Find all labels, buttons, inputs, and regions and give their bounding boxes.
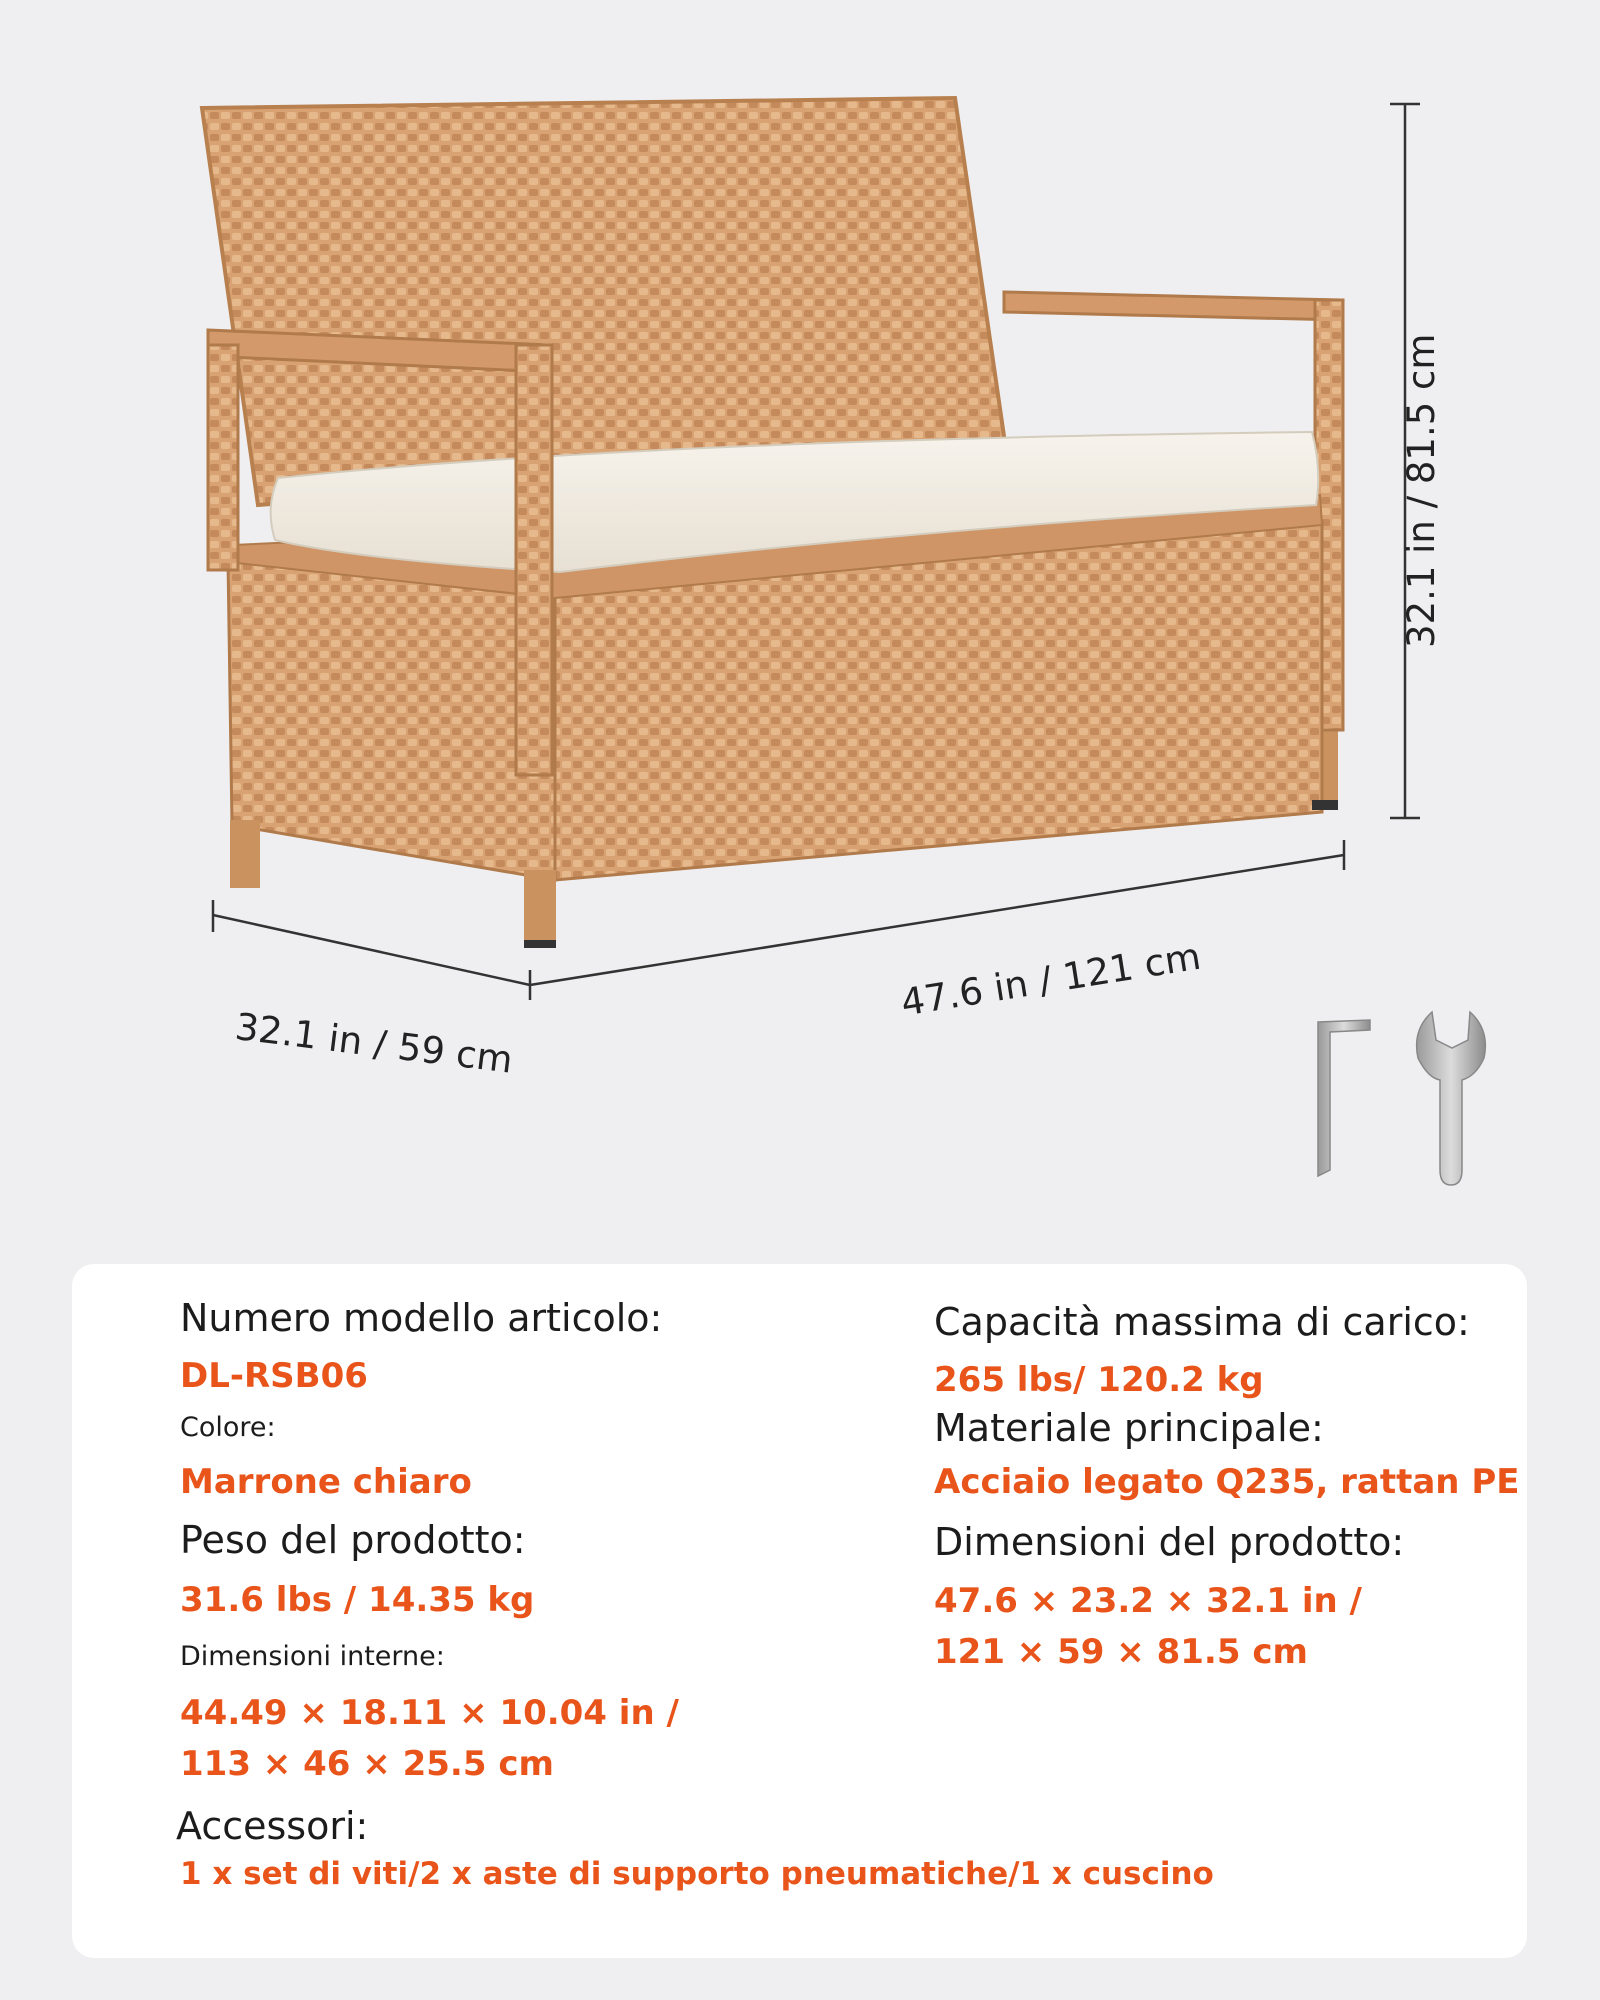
load-capacity-label: Capacità massima di carico: (934, 1300, 1470, 1344)
accessories-value: 1 x set di viti/2 x aste di supporto pneumatiche/1 x cuscino (180, 1856, 1214, 1892)
bench-leg-front-mid (524, 870, 556, 948)
bench-box-side (228, 560, 555, 880)
color-value: Marrone chiaro (180, 1462, 472, 1502)
inner-dimensions-value-2: 113 × 46 × 25.5 cm (180, 1744, 554, 1784)
material-label: Materiale principale: (934, 1406, 1324, 1450)
weight-value: 31.6 lbs / 14.35 kg (180, 1580, 535, 1620)
product-dimensions-value-1: 47.6 × 23.2 × 32.1 in / (934, 1581, 1362, 1621)
height-dimension-label: 32.1 in / 81.5 cm (1400, 333, 1443, 648)
color-label: Colore: (180, 1412, 276, 1443)
bench-arm-back-left (208, 345, 238, 570)
load-capacity-value: 265 lbs/ 120.2 kg (934, 1360, 1264, 1400)
inner-dimensions-label: Dimensioni interne: (180, 1641, 445, 1672)
inner-dimensions-value-1: 44.49 × 18.11 × 10.04 in / (180, 1693, 679, 1733)
bench-arm-post-left (516, 345, 552, 775)
width-dimension-line (530, 855, 1344, 985)
depth-dimension-line (213, 915, 530, 985)
model-label: Numero modello articolo: (180, 1296, 663, 1340)
accessory-tools (1318, 1012, 1485, 1185)
product-dimensions-value-2: 121 × 59 × 81.5 cm (934, 1632, 1308, 1672)
spec-card (72, 1264, 1527, 1958)
bench (202, 98, 1343, 948)
accessories-label: Accessori: (176, 1804, 369, 1848)
weight-label: Peso del prodotto: (180, 1518, 526, 1562)
width-dimension-label: 47.6 in / 121 cm (898, 934, 1204, 1025)
bench-arm-right (1004, 292, 1342, 320)
product-dimensions-label: Dimensioni del prodotto: (934, 1520, 1405, 1564)
model-value: DL-RSB06 (180, 1356, 368, 1396)
bench-leg-front-left (230, 820, 260, 888)
allen-key-icon (1318, 1020, 1370, 1176)
depth-dimension-label: 32.1 in / 59 cm (232, 1005, 516, 1082)
wrench-icon (1417, 1012, 1486, 1185)
material-value: Acciaio legato Q235, rattan PE (934, 1462, 1520, 1502)
